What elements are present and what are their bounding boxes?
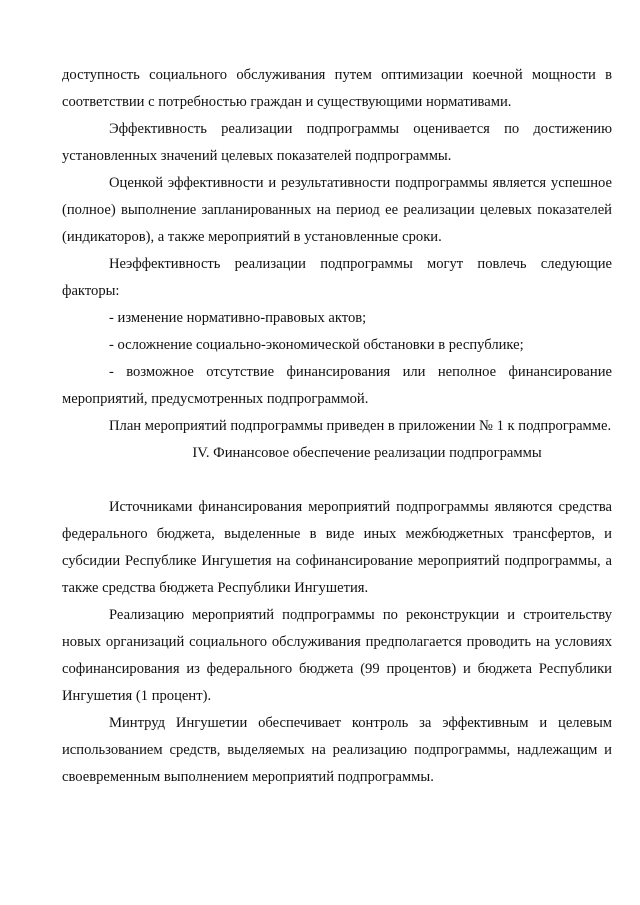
section-heading: IV. Финансовое обеспечение реализации подпрограммы <box>192 445 542 461</box>
list-item-economic-situation: - осложнение социально-экономической обстановки в республике; <box>109 337 524 353</box>
list-item-financing: - возможное отсутствие финансирования или неполное финансирование мероприятий, предусмотренных подпрограммой. <box>62 364 612 407</box>
section-spacer <box>62 467 612 494</box>
paragraph-effectiveness-criteria: Оценкой эффективности и результативности подпрограммы является успешное (полное) выполнение запланированных на период ее реализации целевых показателей (индикаторов), а также мероприятий в установленные сроки. <box>62 175 612 245</box>
document-body <box>62 62 612 791</box>
paragraph-action-plan: План мероприятий подпрограммы приведен в приложении № 1 к подпрограмме. <box>109 418 612 434</box>
list-item-legal-acts: - изменение нормативно-правовых актов; <box>109 310 367 326</box>
paragraph-risk-factors: Неэффективность реализации подпрограммы могут повлечь следующие факторы: <box>62 256 612 299</box>
paragraph-cofinancing: Реализацию мероприятий подпрограммы по реконструкции и строительству новых организаций социального обслуживания предполагается проводить на условиях софинансирования из федерального бюджета (99 процентов) и бюджета Республики Ингушетия (1 процент). <box>62 607 612 704</box>
paragraph-continuation: доступность социального обслуживания путем оптимизации коечной мощности в соответствии с потребностью граждан и существующими нормативами. <box>62 67 612 110</box>
paragraph-funding-sources: Источниками финансирования мероприятий подпрограммы являются средства федерального бюджета, выделенные в виде иных межбюджетных трансфертов, и субсидии Республике Ингушетия на софинансирование мероприятий подпрограммы, а также средства бюджета Республики Ингушетия. <box>62 499 612 596</box>
paragraph-effectiveness-assessment: Эффективность реализации подпрограммы оценивается по достижению установленных значений целевых показателей подпрограммы. <box>62 121 612 164</box>
paragraph-control: Минтруд Ингушетии обеспечивает контроль за эффективным и целевым использованием средств, выделяемых на реализацию подпрограммы, надлежащим и своевременным выполнением мероприятий подпрограммы. <box>62 715 612 785</box>
